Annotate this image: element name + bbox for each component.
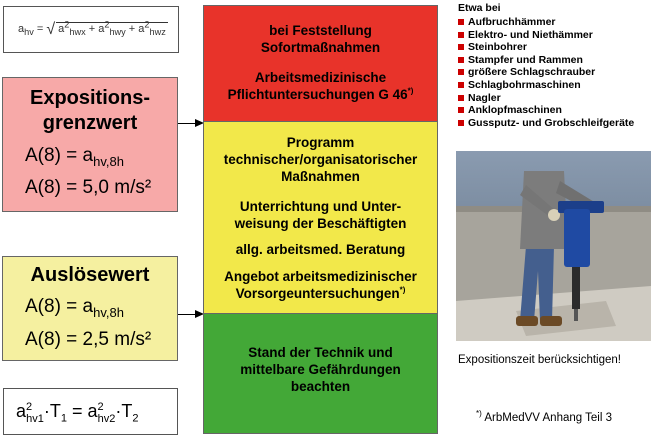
eq-a1-sub: hv1 xyxy=(26,412,44,425)
term-z-sub: hwz xyxy=(149,27,166,38)
term-x-sub: hwx xyxy=(69,27,86,38)
eq-a2-sub: hv2 xyxy=(97,412,116,425)
plus-2: + xyxy=(128,23,136,35)
formula-eq: = xyxy=(36,23,44,35)
trigger-value-box xyxy=(2,256,178,361)
red-square-bullet-icon xyxy=(458,44,464,50)
formula-lhs-sub: hv xyxy=(24,27,34,38)
tool-list-item xyxy=(458,92,634,105)
footnote-mark: *) xyxy=(476,409,482,419)
tools-list-title: Etwa bei xyxy=(458,2,501,14)
red-square-bullet-icon xyxy=(458,32,464,38)
exposure-limit-title: Expositions- grenzwert xyxy=(29,87,150,134)
arbmedvv-footnote xyxy=(476,409,612,424)
red-square-bullet-icon xyxy=(458,57,464,63)
yellow-instruction: Unterrichtung und Unter- weisung der Beschäftigten xyxy=(234,199,407,231)
tool-name: Nagler xyxy=(468,91,501,104)
yellow-screening-offer-text: Angebot arbeitsmedizinischer Vorsorgeuntersuchungen xyxy=(224,269,417,301)
exposure-time-note: Expositionszeit berücksichtigen! xyxy=(458,354,621,366)
red-square-bullet-icon xyxy=(458,120,464,126)
tool-name: Gussputz- und Grobschleifgeräte xyxy=(468,116,635,129)
arrow-to-red-line xyxy=(178,123,196,124)
tool-name: Stampfer und Rammen xyxy=(468,53,583,66)
tools-list xyxy=(458,16,634,129)
tool-list-item xyxy=(458,54,634,67)
tool-list-item xyxy=(458,41,634,54)
tool-list-item xyxy=(458,79,634,92)
equivalence-formula xyxy=(16,401,139,425)
term-z-sup: 2 xyxy=(144,19,150,30)
exposure-limit-formula-sub: hv,8h xyxy=(93,153,124,169)
yellow-measures-section xyxy=(203,122,438,314)
footnote-text: ArbMedVV Anhang Teil 3 xyxy=(481,412,612,424)
tool-list-item xyxy=(458,104,634,117)
term-x: a xyxy=(58,23,65,35)
red-measures-section xyxy=(203,5,438,122)
eq-t1-sub: 1 xyxy=(60,412,68,425)
tool-list-item xyxy=(458,66,634,79)
trigger-value-value: A(8) = 2,5 m/s² xyxy=(25,329,152,350)
plus-1: + xyxy=(88,23,96,35)
tool-list-item xyxy=(458,29,634,42)
red-footnote-mark: *) xyxy=(407,86,414,96)
tool-list-item xyxy=(458,117,634,130)
tool-name: Schlagbohrmaschinen xyxy=(468,78,581,91)
red-mandatory-exams-text: Arbeitsmedizinische Pflichtuntersuchungen G 46 xyxy=(227,70,408,102)
term-x-sup: 2 xyxy=(64,19,70,30)
eq-sign: = xyxy=(67,401,88,421)
term-z: a xyxy=(138,23,145,35)
green-measures-section xyxy=(203,314,438,434)
term-y-sub: hwy xyxy=(109,27,126,38)
yellow-screening-offer xyxy=(208,268,433,302)
term-y: a xyxy=(98,23,105,35)
trigger-value-title: Auslösewert xyxy=(30,264,150,286)
red-square-bullet-icon xyxy=(458,19,464,25)
eq-a2-sup: 2 xyxy=(97,401,104,413)
exposure-limit-formula xyxy=(25,145,124,167)
red-square-bullet-icon xyxy=(458,95,464,101)
term-y-sup: 2 xyxy=(104,19,110,30)
equivalence-formula-box xyxy=(3,388,178,435)
eq-a1-sup: 2 xyxy=(26,401,33,413)
formula-radicand xyxy=(56,19,168,38)
red-immediate-measures: bei Feststellung Sofortmaßnahmen xyxy=(260,23,381,55)
worker-illustration xyxy=(456,151,651,341)
eq-t1: ·T xyxy=(43,401,61,421)
trigger-value-formula-main: A(8) = a xyxy=(25,296,94,317)
yellow-footnote-mark: *) xyxy=(399,285,406,295)
vibration-total-formula-box xyxy=(3,6,179,53)
tool-list-item xyxy=(458,16,634,29)
red-square-bullet-icon xyxy=(458,82,464,88)
eq-a2: a xyxy=(87,401,98,421)
exposure-limit-value: A(8) = 5,0 m/s² xyxy=(25,177,152,198)
eq-a1: a xyxy=(16,401,27,421)
green-state-of-art: Stand der Technik und mittelbare Gefährdungen beachten xyxy=(240,345,401,394)
trigger-value-formula xyxy=(25,296,124,318)
tool-name: Steinbohrer xyxy=(468,41,527,54)
exposure-limit-formula-main: A(8) = a xyxy=(25,145,94,166)
square-root-icon: √ xyxy=(46,21,56,38)
vibration-total-formula xyxy=(18,21,168,39)
tool-name: Aufbruchhämmer xyxy=(468,16,556,28)
jackhammer-worker-photo xyxy=(456,151,651,341)
yellow-program: Programm technischer/organisatorischer Maßnahmen xyxy=(223,135,418,184)
red-mandatory-exams xyxy=(208,69,433,103)
yellow-counseling: allg. arbeitsmed. Beratung xyxy=(235,242,406,257)
tool-name: Elektro- und Niethämmer xyxy=(468,28,593,41)
arrow-to-green-line xyxy=(178,314,196,315)
tool-name: größere Schlagschrauber xyxy=(468,66,596,79)
exposure-limit-box xyxy=(2,77,178,212)
eq-t2-sub: 2 xyxy=(132,412,139,425)
tool-name: Anklopfmaschinen xyxy=(468,104,562,117)
formula-lhs: a xyxy=(18,23,25,35)
trigger-value-formula-sub: hv,8h xyxy=(93,304,124,320)
red-square-bullet-icon xyxy=(458,107,464,113)
eq-t2: ·T xyxy=(115,401,133,421)
red-square-bullet-icon xyxy=(458,69,464,75)
